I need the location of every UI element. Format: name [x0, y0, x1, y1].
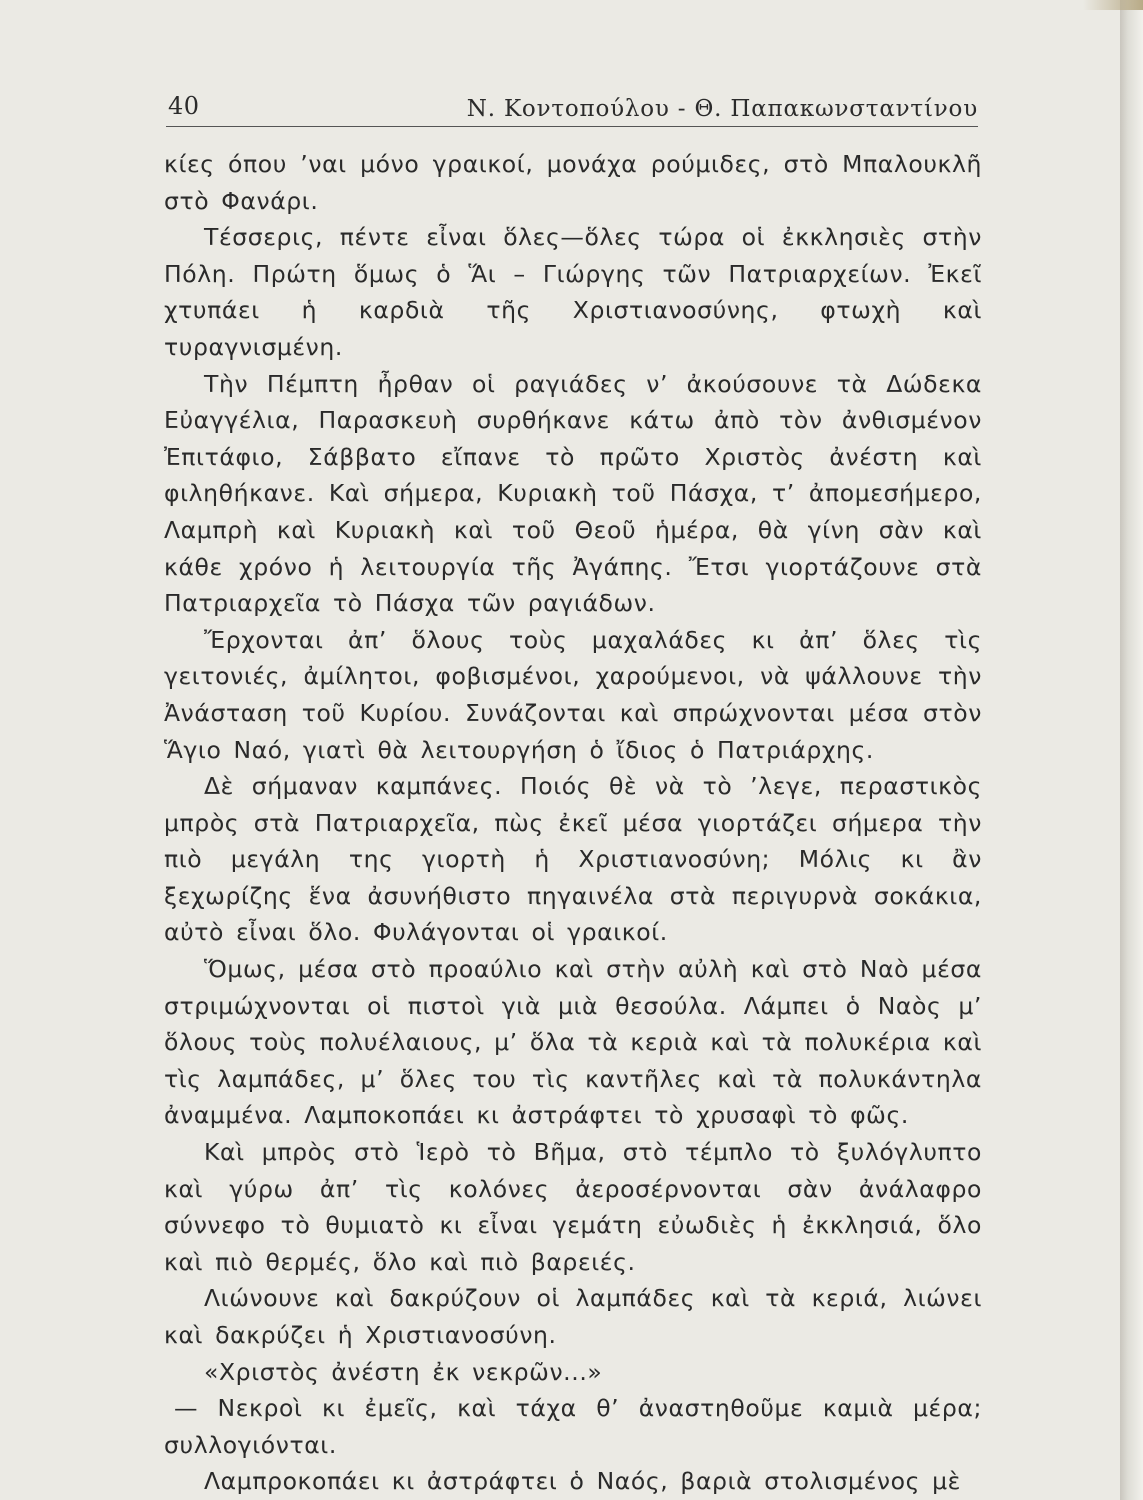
dialogue-line: — Νεκροὶ κι ἐμεῖς, καὶ τάχα θ’ ἀναστηθοῦμε καμιὰ μέρα; συλλογιόνται.	[164, 1394, 982, 1459]
page-number: 40	[168, 92, 200, 120]
page-edge-shadow	[1083, 0, 1143, 10]
running-head-title: Ν. Κοντοπούλου - Θ. Παπακωνσταντίνου	[466, 96, 978, 122]
quote-line: «Χριστὸς ἀνέστη ἐκ νεκρῶν...»	[204, 1357, 603, 1386]
paragraph: Ἔρχονται ἀπ’ ὅλους τοὺς μαχαλάδες κι ἀπ’ ὅλες τὶς γειτονιές, ἀμίλητοι, φοβισμένοι, χαρούμενοι, νὰ ψάλλουνε τὴν Ἀνάσταση τοῦ Κυρίου. Συνάζονται καὶ σπρώχνονται μέσα στὸν Ἅγιο Ναό, γιατὶ θὰ λειτουργήση ὁ ἴδιος ὁ Πατριάρχης.	[164, 625, 982, 764]
paragraph: Ὅμως, μέσα στὸ προαύλιο καὶ στὴν αὐλὴ καὶ στὸ Ναὸ μέσα στριμώχνονται οἱ πιστοὶ γιὰ μιὰ θεσούλα. Λάμπει ὁ Ναὸς μ’ ὅλους τοὺς πολυέλαιους, μ’ ὅλα τὰ κεριὰ καὶ τὰ πολυκέρια καὶ τὶς λαμπάδες, μ’ ὅλες του τὶς καντῆλες καὶ τὰ πολυκάντηλα ἀναμμένα. Λαμποκοπάει κι ἀστράφτει τὸ χρυσαφὶ τὸ φῶς.	[164, 955, 982, 1130]
paragraph: Τέσσερις, πέντε εἶναι ὅλες—ὅλες τώρα οἱ ἐκκλησιὲς στὴν Πόλη. Πρώτη ὅμως ὁ Ἅι – Γιώργης τῶν Πατριαρχείων. Ἐκεῖ χτυπάει ἡ καρδιὰ τῆς Χριστιανοσύνης, φτωχὴ καὶ τυραγνισμένη.	[164, 223, 982, 361]
paragraph: Τὴν Πέμπτη ἦρθαν οἱ ραγιάδες ν’ ἀκούσουνε τὰ Δώδεκα Εὐαγγέλια, Παρασκευὴ συρθήκανε κάτω ἀπὸ τὸν ἀνθισμένον Ἐπιτάφιο, Σάββατο εἴπανε τὸ πρῶτο Χριστὸς ἀνέστη καὶ φιληθήκανε. Καὶ σήμερα, Κυριακὴ τοῦ Πάσχα, τ’ ἀπομεσήμερο, Λαμπρὴ καὶ Κυριακὴ καὶ τοῦ Θεοῦ ἡμέρα, θὰ γίνη σὰν καὶ κάθε χρόνο ἡ λειτουργία τῆς Ἀγάπης. Ἔτσι γιορτάζουνε στὰ Πατριαρχεῖα τὸ Πάσχα τῶν ραγιάδων.	[164, 369, 982, 618]
header-rule	[166, 126, 978, 127]
paragraph: Καὶ μπρὸς στὸ Ἱερὸ τὸ Βῆμα, στὸ τέμπλο τὸ ξυλόγλυπτο καὶ γύρω ἀπ’ τὶς κολόνες ἀεροσέρνονται σὰν ἀνάλαφρο σύννεφο τὸ θυμιατὸ κι εἶναι γεμάτη εὐωδιὲς ἡ ἐκκλησιά, ὅλο καὶ πιὸ θερμές, ὅλο καὶ πιὸ βαρειές.	[164, 1138, 982, 1276]
paragraph-continuation: κίες όπου ’ναι μόνο γραικοί, μονάχα ρούμιδες, στὸ Μπαλουκλῆ στὸ Φανάρι.	[164, 150, 982, 215]
body-text	[164, 146, 982, 1500]
running-head	[166, 90, 978, 130]
page-edge	[1120, 0, 1143, 1500]
paragraph: Λιώνουνε καὶ δακρύζουν οἱ λαμπάδες καὶ τὰ κεριά, λιώνει καὶ δακρύζει ἡ Χριστιανοσύνη.	[164, 1284, 982, 1349]
paragraph: Λαμπροκοπάει κι ἀστράφτει ὁ Ναός, βαριὰ στολισμένος μὲ	[204, 1467, 961, 1496]
paragraph: Δὲ σήμαναν καμπάνες. Ποιός θὲ νὰ τὸ ’λεγε, περαστικὸς μπρὸς στὰ Πατριαρχεῖα, πὼς ἐκεῖ μέσα γιορτάζει σήμερα τὴν πιὸ μεγάλη της γιορτὴ ἡ Χριστιανοσύνη; Μόλις κι ἂν ξεχωρίζης ἕνα ἀσυνήθιστο πηγαινέλα στὰ περιγυρνὰ σοκάκια, αὐτὸ εἶναι ὅλο. Φυλάγονται οἱ γραικοί.	[164, 772, 982, 947]
